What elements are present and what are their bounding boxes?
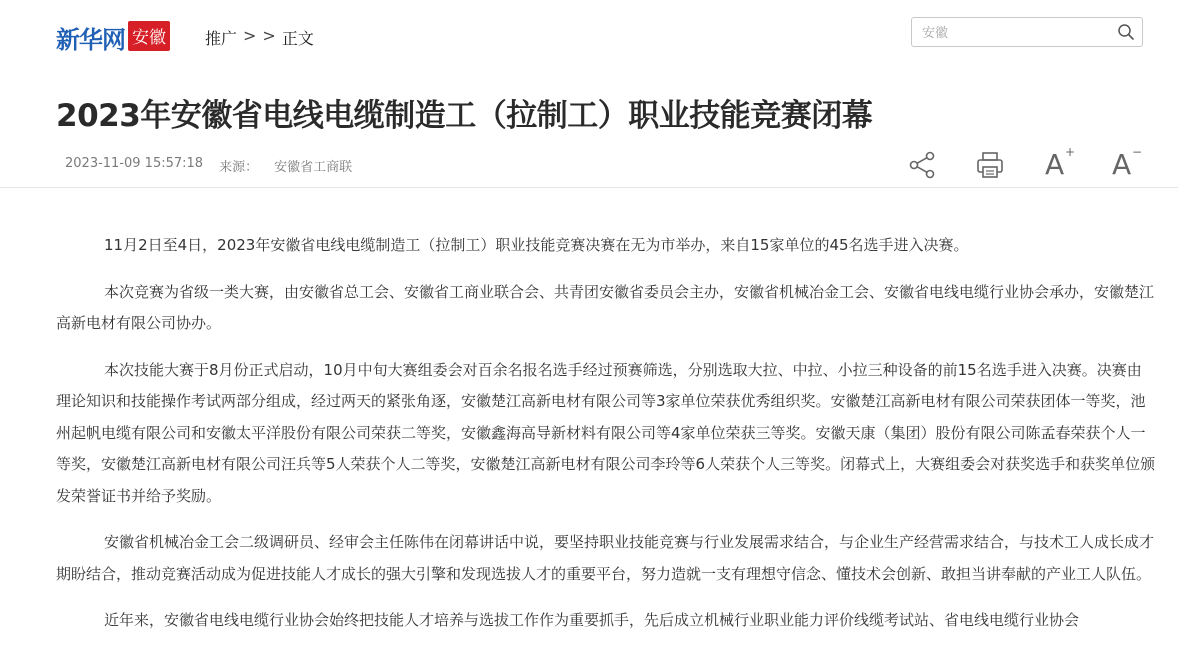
font-increase-label: A <box>1045 148 1065 181</box>
plus-icon: + <box>1065 145 1076 159</box>
breadcrumb-separator: > <box>262 26 276 45</box>
font-increase-button[interactable] <box>1041 145 1076 182</box>
source-label: 来源： <box>219 160 259 175</box>
article-body <box>56 230 1156 652</box>
header-divider <box>0 187 1178 188</box>
breadcrumb-item-current: 正文 <box>281 29 314 48</box>
article-title: 2023年安徽省电线电缆制造工（拉制工）职业技能竞赛闭幕 <box>56 98 873 134</box>
site-logo[interactable] <box>56 22 170 52</box>
print-icon[interactable] <box>973 148 1007 182</box>
publish-datetime: 2023-11-09 15:57:18 <box>65 156 204 171</box>
font-decrease-label: A <box>1112 148 1132 181</box>
font-decrease-button[interactable] <box>1108 145 1143 182</box>
article-paragraph: 近年来，安徽省电线电缆行业协会始终把技能人才培养与选拔工作作为重要抓手，先后成立机械行业职业能力评价线缆考试站、省电线电缆行业协会 <box>104 611 1080 629</box>
logo-region-badge: 安徽 <box>128 21 170 51</box>
breadcrumb-separator: > <box>243 26 257 45</box>
top-bar <box>0 0 1178 70</box>
search-icon[interactable] <box>1117 23 1135 41</box>
article-paragraph: 安徽省机械冶金工会二级调研员、经审会主任陈伟在闭幕讲话中说，要坚持职业技能竞赛与行业发展需求结合，与企业生产经营需求结合，与技术工人成长成才期盼结合，推动竞赛活动成为促进技能人才成长的强大引擎和发现选拔人才的重要平台，努力造就一支有理想守信念、懂技术会创新、敢担当讲奉献的产业工人队伍。 <box>56 533 1155 583</box>
article-meta <box>65 156 352 175</box>
logo-main-text: 新华网 <box>56 24 125 54</box>
article-paragraph: 11月2日至4日，2023年安徽省电线电缆制造工（拉制工）职业技能竞赛决赛在无为市举办，来自15家单位的45名选手进入决赛。 <box>104 236 969 254</box>
search-box <box>911 17 1143 47</box>
source-name: 安徽省工商联 <box>274 160 353 175</box>
share-icon[interactable] <box>905 148 939 182</box>
article-paragraph: 本次竞赛为省级一类大赛，由安徽省总工会、安徽省工商业联合会、共青团安徽省委员会主办，安徽省机械冶金工会、安徽省电线电缆行业协会承办，安徽楚江高新电材有限公司协办。 <box>56 282 1155 332</box>
minus-icon: − <box>1132 145 1143 159</box>
search-input[interactable] <box>920 23 1114 43</box>
article-paragraph: 本次技能大赛于8月份正式启动，10月中旬大赛组委会对百余名报名选手经过预赛筛选，分别选取大拉、中拉、小拉三种设备的前15名选手进入决赛。决赛由理论知识和技能操作考试两部分组成，经过两天的紧张角逐，安徽楚江高新电材有限公司等3家单位荣获优秀组织奖。安徽楚江高新电材有限公司荣获团体一等奖，池州起帆电缆有限公司和安徽太平洋股份有限公司荣获二等奖，安徽鑫海高导新材料有限公司等4家单位荣获三等奖。安徽天康（集团）股份有限公司陈孟春荣获个人一等奖，安徽楚江高新电材有限公司汪兵等5人荣获个人二等奖，安徽楚江高新电材有限公司李玲等6人荣获个人三等奖。闭幕式上，大赛组委会对获奖选手和获奖单位颁发荣誉证书并给予奖励。 <box>56 360 1156 505</box>
breadcrumb-item-promotion[interactable]: 推广 <box>205 29 238 48</box>
breadcrumb <box>205 26 314 49</box>
